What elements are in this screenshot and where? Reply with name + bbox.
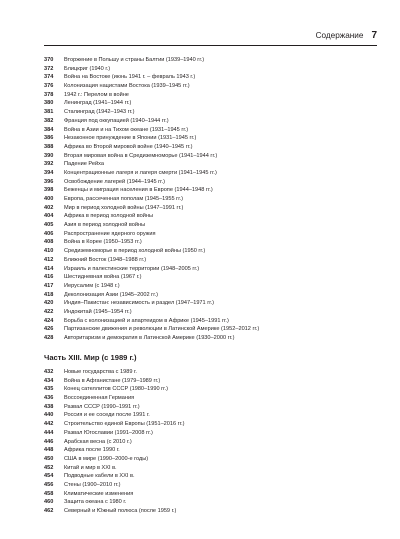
toc-page-number: 448 [44, 447, 54, 454]
page-header [44, 30, 377, 43]
toc-entry-title: Блицкриг (1940 г.) [64, 65, 111, 72]
toc-entry-title: США в мире (1990–2000-е годы) [64, 455, 149, 462]
toc-entry-title: Иерусалим (с 1948 г.) [64, 282, 120, 289]
toc-entry-title: Индия–Пакистан: независимость и раздел (1947–1971 гг.) [64, 300, 215, 307]
toc-entry [44, 368, 377, 377]
toc-page-number: 392 [44, 161, 54, 168]
toc-entry-title: Ближний Восток (1948–1988 гг.) [64, 256, 147, 263]
toc-entry-title: Арабская весна (с 2010 г.) [64, 438, 132, 445]
toc-entry [44, 394, 377, 403]
toc-page-number: 382 [44, 117, 54, 124]
toc-page-number: 406 [44, 230, 54, 237]
toc-entry [44, 195, 377, 204]
toc-entry-title: Европа, рассеченная пополам (1945–1955 гг.) [64, 196, 183, 202]
toc-entry-title: Индокитай (1945–1954 гг.) [64, 308, 132, 315]
toc-page-number: 418 [44, 291, 54, 298]
toc-entry [44, 299, 377, 308]
toc-entry [44, 334, 377, 343]
toc-entry [44, 317, 377, 326]
toc-page-number: 454 [44, 473, 54, 480]
toc-page-number: 414 [44, 265, 54, 272]
toc-entry [44, 291, 377, 300]
toc-entry-title: Африка в период холодной войны [64, 213, 154, 220]
toc-entry [44, 273, 377, 282]
toc-entry [44, 152, 377, 161]
toc-entry [44, 238, 377, 247]
toc-entry-title: Средиземноморье в период холодной войны (1950 гг.) [64, 248, 206, 255]
toc-entry-title: Вторая мировая война в Средиземноморье (1941–1944 гг.) [64, 152, 218, 159]
toc-entry-title: Война в Азии и на Тихом океане (1931–1945 гг.) [64, 126, 189, 133]
toc-page-number: 370 [44, 57, 54, 63]
toc-entry-title: Партизанские движения и революции в Латинской Америке (1952–2012 гг.) [64, 326, 260, 333]
toc-page-number: 428 [44, 335, 54, 341]
toc-page-number: 452 [44, 464, 54, 471]
toc-page-number: 460 [44, 499, 54, 506]
toc-entry [44, 385, 377, 394]
toc-entry [44, 377, 377, 386]
toc-entry [44, 472, 377, 481]
toc-entry [44, 308, 377, 317]
toc-page-number: 436 [44, 395, 54, 402]
toc-page-number: 381 [44, 109, 54, 116]
toc-entry-title: Концентрационные лагеря и лагеря смерти (1941–1945 гг.) [64, 169, 217, 176]
toc-entry [44, 56, 377, 65]
toc-entry [44, 446, 377, 455]
toc-entry [44, 126, 377, 135]
toc-page-number: 424 [44, 317, 54, 324]
toc-entry-title: Африка во Второй мировой войне (1940–1945 гг.) [64, 143, 193, 150]
toc-entry [44, 507, 377, 516]
toc-page-number: 426 [44, 326, 54, 333]
toc-entry-title: Северный и Южный полюса (после 1959 г.) [64, 508, 177, 514]
toc-page-number: 374 [44, 74, 54, 81]
toc-page-number: 372 [44, 65, 54, 72]
toc-entry [44, 438, 377, 447]
toc-entry [44, 282, 377, 291]
toc-page-number: 394 [44, 169, 54, 176]
toc-entry-title: Азия в период холодной войны [64, 222, 146, 229]
toc-page-number: 446 [44, 438, 54, 445]
toc-entry-title: Подводные кабели в XXI в. [64, 473, 135, 480]
toc-entry-title: Колонизация нацистами Востока (1939–1945 гг.) [64, 83, 190, 90]
toc-page-number: 405 [44, 222, 54, 229]
toc-entry [44, 429, 377, 438]
toc-page-number: 404 [44, 213, 54, 220]
toc-entry [44, 455, 377, 464]
toc-page-number: 432 [44, 369, 54, 375]
toc-entry [44, 212, 377, 221]
toc-entry-title: Авторитаризм и демократия в Латинской Америке (1930–2000 гг.) [64, 335, 235, 341]
toc-page-number: 462 [44, 508, 54, 514]
toc-entry [44, 178, 377, 187]
toc-entry [44, 403, 377, 412]
toc-entry-title: Незаконное принуждение в Японии (1931–1945 гг.) [64, 135, 197, 142]
toc-page-number: 442 [44, 421, 54, 428]
toc-entry-title: Война в Корее (1950–1953 гг.) [64, 239, 142, 246]
toc-entry [44, 186, 377, 195]
toc-page-number: 384 [44, 126, 54, 133]
toc-page-number: 376 [44, 83, 54, 90]
toc-entry [44, 230, 377, 239]
toc-page-number: 398 [44, 187, 54, 194]
toc-page-number: 410 [44, 248, 54, 255]
toc-page-number: 408 [44, 239, 54, 246]
toc-page-number: 412 [44, 256, 54, 263]
toc-entry [44, 325, 377, 334]
toc-page-number: 434 [44, 377, 54, 384]
page-number: 7 [371, 30, 377, 41]
toc-entry [44, 160, 377, 169]
toc-entry-title: Стены (1900–2010 гг.) [64, 481, 121, 488]
toc-entry-title: Конец сателлитов СССР (1980–1990 гг.) [64, 386, 168, 393]
toc-entry-title: Защита океана с 1980 г. [64, 499, 127, 506]
toc-entry [44, 498, 377, 507]
toc-entry-title: Борьба с колонизацией и апартеидом в Африке (1945–1991 гг.) [64, 317, 229, 324]
toc-entry [44, 204, 377, 213]
toc-page-number: 417 [44, 282, 54, 289]
toc-entry-title: Израиль и палестинские территории (1948–2005 гг.) [64, 265, 200, 272]
toc-entry-title: Воссоединенная Германия [64, 395, 135, 402]
toc-entry-title: Развал Югославии (1991–2008 гг.) [64, 429, 153, 436]
toc-page-number: 450 [44, 455, 54, 462]
toc-page-number: 438 [44, 403, 54, 410]
toc-page-number: 388 [44, 143, 54, 150]
part-heading: Часть XIII. Мир (с 1989 г.) [44, 353, 137, 362]
toc-page-number: 416 [44, 274, 54, 281]
toc-page-number: 435 [44, 386, 54, 393]
toc-page-number: 386 [44, 135, 54, 142]
toc-page-number: 390 [44, 152, 54, 159]
toc-entry-title: Африка после 1990 г. [64, 447, 120, 454]
toc-entry-title: Распространение ядерного оружия [64, 230, 156, 237]
toc-entry [44, 481, 377, 490]
toc-entry-title: Падение Рейха [64, 161, 104, 168]
toc-entry-title: Шестидневная война (1967 г.) [64, 274, 142, 281]
toc-entry [44, 117, 377, 126]
toc-page-number: 396 [44, 178, 54, 185]
toc-entry-title: Война на Востоке (июнь 1941 г. – февраль 1943 г.) [64, 74, 196, 81]
toc-page-number: 378 [44, 91, 54, 98]
toc-entry-title: Строительство единой Европы (1951–2016 гг.) [64, 421, 185, 428]
toc-entry-title: Новые государства с 1989 г. [64, 369, 137, 375]
toc-entry-title: Россия и ее соседи после 1991 г. [64, 412, 150, 419]
toc-page-number: 400 [44, 196, 54, 202]
toc-entry [44, 247, 377, 256]
toc-entry [44, 82, 377, 91]
toc-page-number: 444 [44, 429, 54, 436]
toc-entry-title: Беженцы и миграция населения в Европе (1944–1948 гг.) [64, 187, 213, 194]
toc-entry [44, 420, 377, 429]
toc-entry [44, 91, 377, 100]
toc-entry [44, 490, 377, 499]
toc-entry-title: Климатические изменения [64, 490, 134, 497]
toc-page-number: 422 [44, 308, 54, 315]
toc-entry [44, 108, 377, 117]
toc-entry-title: Освобождение лагерей (1944–1945 гг.) [64, 178, 165, 185]
toc-entry [44, 169, 377, 178]
toc-page-number: 458 [44, 490, 54, 497]
toc-list [44, 368, 377, 516]
toc-page-number: 420 [44, 300, 54, 307]
toc-entry-title: Ленинград (1941–1944 гг.) [64, 100, 132, 107]
toc-page-number: 402 [44, 204, 54, 211]
toc-entry-title: Война в Афганистане (1979–1989 гг.) [64, 377, 161, 384]
toc-entry-title: Развал СССР (1990–1991 гг.) [64, 403, 140, 410]
toc-entry-title: Китай и мир в XXI в. [64, 464, 117, 471]
toc-entry [44, 411, 377, 420]
toc-page-number: 380 [44, 100, 54, 107]
toc-entry [44, 99, 377, 108]
toc-entry-title: Франция под оккупацией (1940–1944 гг.) [64, 117, 169, 124]
toc-entry [44, 265, 377, 274]
toc-entry-title: Сталинград (1942–1943 гг.) [64, 109, 135, 116]
section-title: Содержание [315, 31, 364, 40]
toc-entry-title: 1942 г.: Перелом в войне [64, 91, 129, 98]
toc-entry [44, 143, 377, 152]
toc-entry-title: Мир в период холодной войны (1947–1991 гг.) [64, 204, 184, 211]
toc-page-number: 440 [44, 412, 54, 419]
toc-entry [44, 134, 377, 143]
toc-entry [44, 73, 377, 82]
toc-entry [44, 256, 377, 265]
toc-page-number: 456 [44, 481, 54, 488]
toc-entry [44, 464, 377, 473]
toc-entry-title: Вторжение в Польшу и страны Балтии (1939–1940 гг.) [64, 57, 205, 63]
toc-entry [44, 65, 377, 74]
toc-entry [44, 221, 377, 230]
header-rule [44, 45, 377, 46]
toc-entry-title: Деколонизация Азии (1945–2002 гг.) [64, 291, 158, 298]
toc-list [44, 56, 377, 343]
